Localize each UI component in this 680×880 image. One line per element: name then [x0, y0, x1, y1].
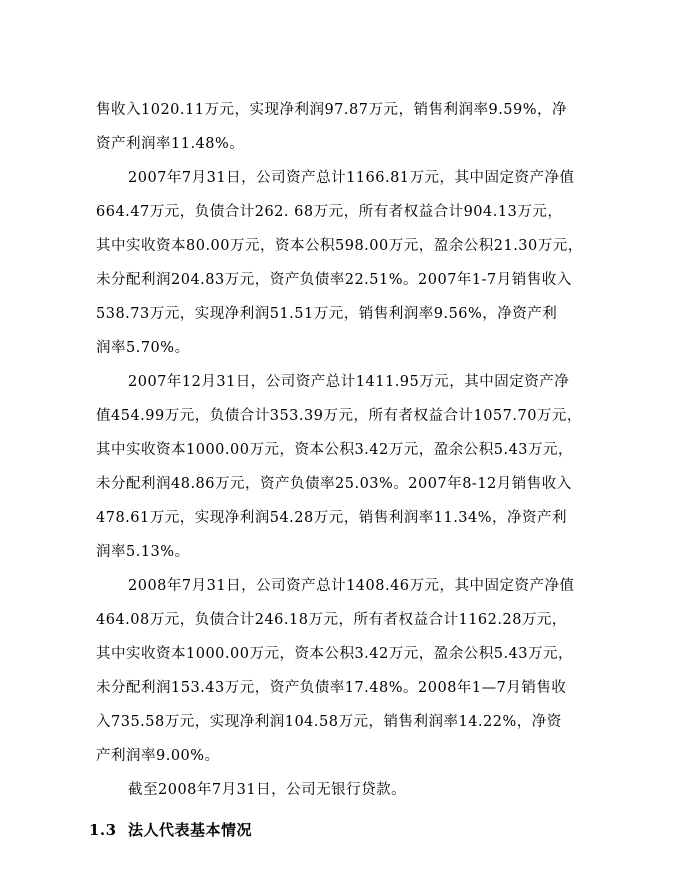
- text-line-7: 538.73万元，实现净利润51.51万元，销售利润率9.56%，净资产利: [96, 306, 558, 322]
- text-line-2: 资产利润率11.48%。: [96, 136, 245, 152]
- text-line-1: 售收入1020.11万元，实现净利润97.87万元，销售利润率9.59%，净: [96, 102, 568, 118]
- text-line-18: 未分配利润153.43万元，资产负债率17.48%。2008年1—7月销售收: [96, 680, 567, 696]
- text-line-13: 478.61万元，实现净利润54.28万元，销售利润率11.34%，净资产利: [96, 510, 568, 526]
- section-heading: 1.3 法人代表基本情况: [89, 821, 253, 839]
- text-line-12: 未分配利润48.86万元，资产负债率25.03%。2007年8-12月销售收入: [96, 476, 572, 492]
- text-line-21: 截至2008年7月31日，公司无银行贷款。: [128, 782, 407, 798]
- text-line-6: 未分配利润204.83万元，资产负债率22.51%。2007年1-7月销售收入: [96, 272, 572, 288]
- text-line-19: 入735.58万元，实现净利润104.58万元，销售利润率14.22%，净资: [96, 714, 562, 730]
- text-line-5: 其中实收资本80.00万元，资本公积598.00万元，盈余公积21.30万元，: [96, 238, 583, 254]
- text-line-8: 润率5.70%。: [96, 340, 190, 356]
- text-line-11: 其中实收资本1000.00万元，资本公积3.42万元，盈余公积5.43万元，: [96, 442, 574, 458]
- text-line-10: 值454.99万元，负债合计353.39万元，所有者权益合计1057.70万元，: [96, 408, 582, 424]
- text-line-4: 664.47万元，负债合计262. 68万元，所有者权益合计904.13万元，: [96, 204, 563, 220]
- text-line-9: 2007年12月31日，公司资产总计1411.95万元，其中固定资产净: [128, 374, 570, 390]
- text-line-3: 2007年7月31日，公司资产总计1166.81万元，其中固定资产净值: [128, 170, 575, 186]
- text-line-20: 产利润率9.00%。: [96, 748, 220, 764]
- text-line-17: 其中实收资本1000.00万元，资本公积3.42万元，盈余公积5.43万元，: [96, 646, 574, 662]
- text-line-16: 464.08万元，负债合计246.18万元，所有者权益合计1162.28万元，: [96, 612, 567, 628]
- text-line-15: 2008年7月31日，公司资产总计1408.46万元，其中固定资产净值: [128, 578, 575, 594]
- text-line-14: 润率5.13%。: [96, 544, 190, 560]
